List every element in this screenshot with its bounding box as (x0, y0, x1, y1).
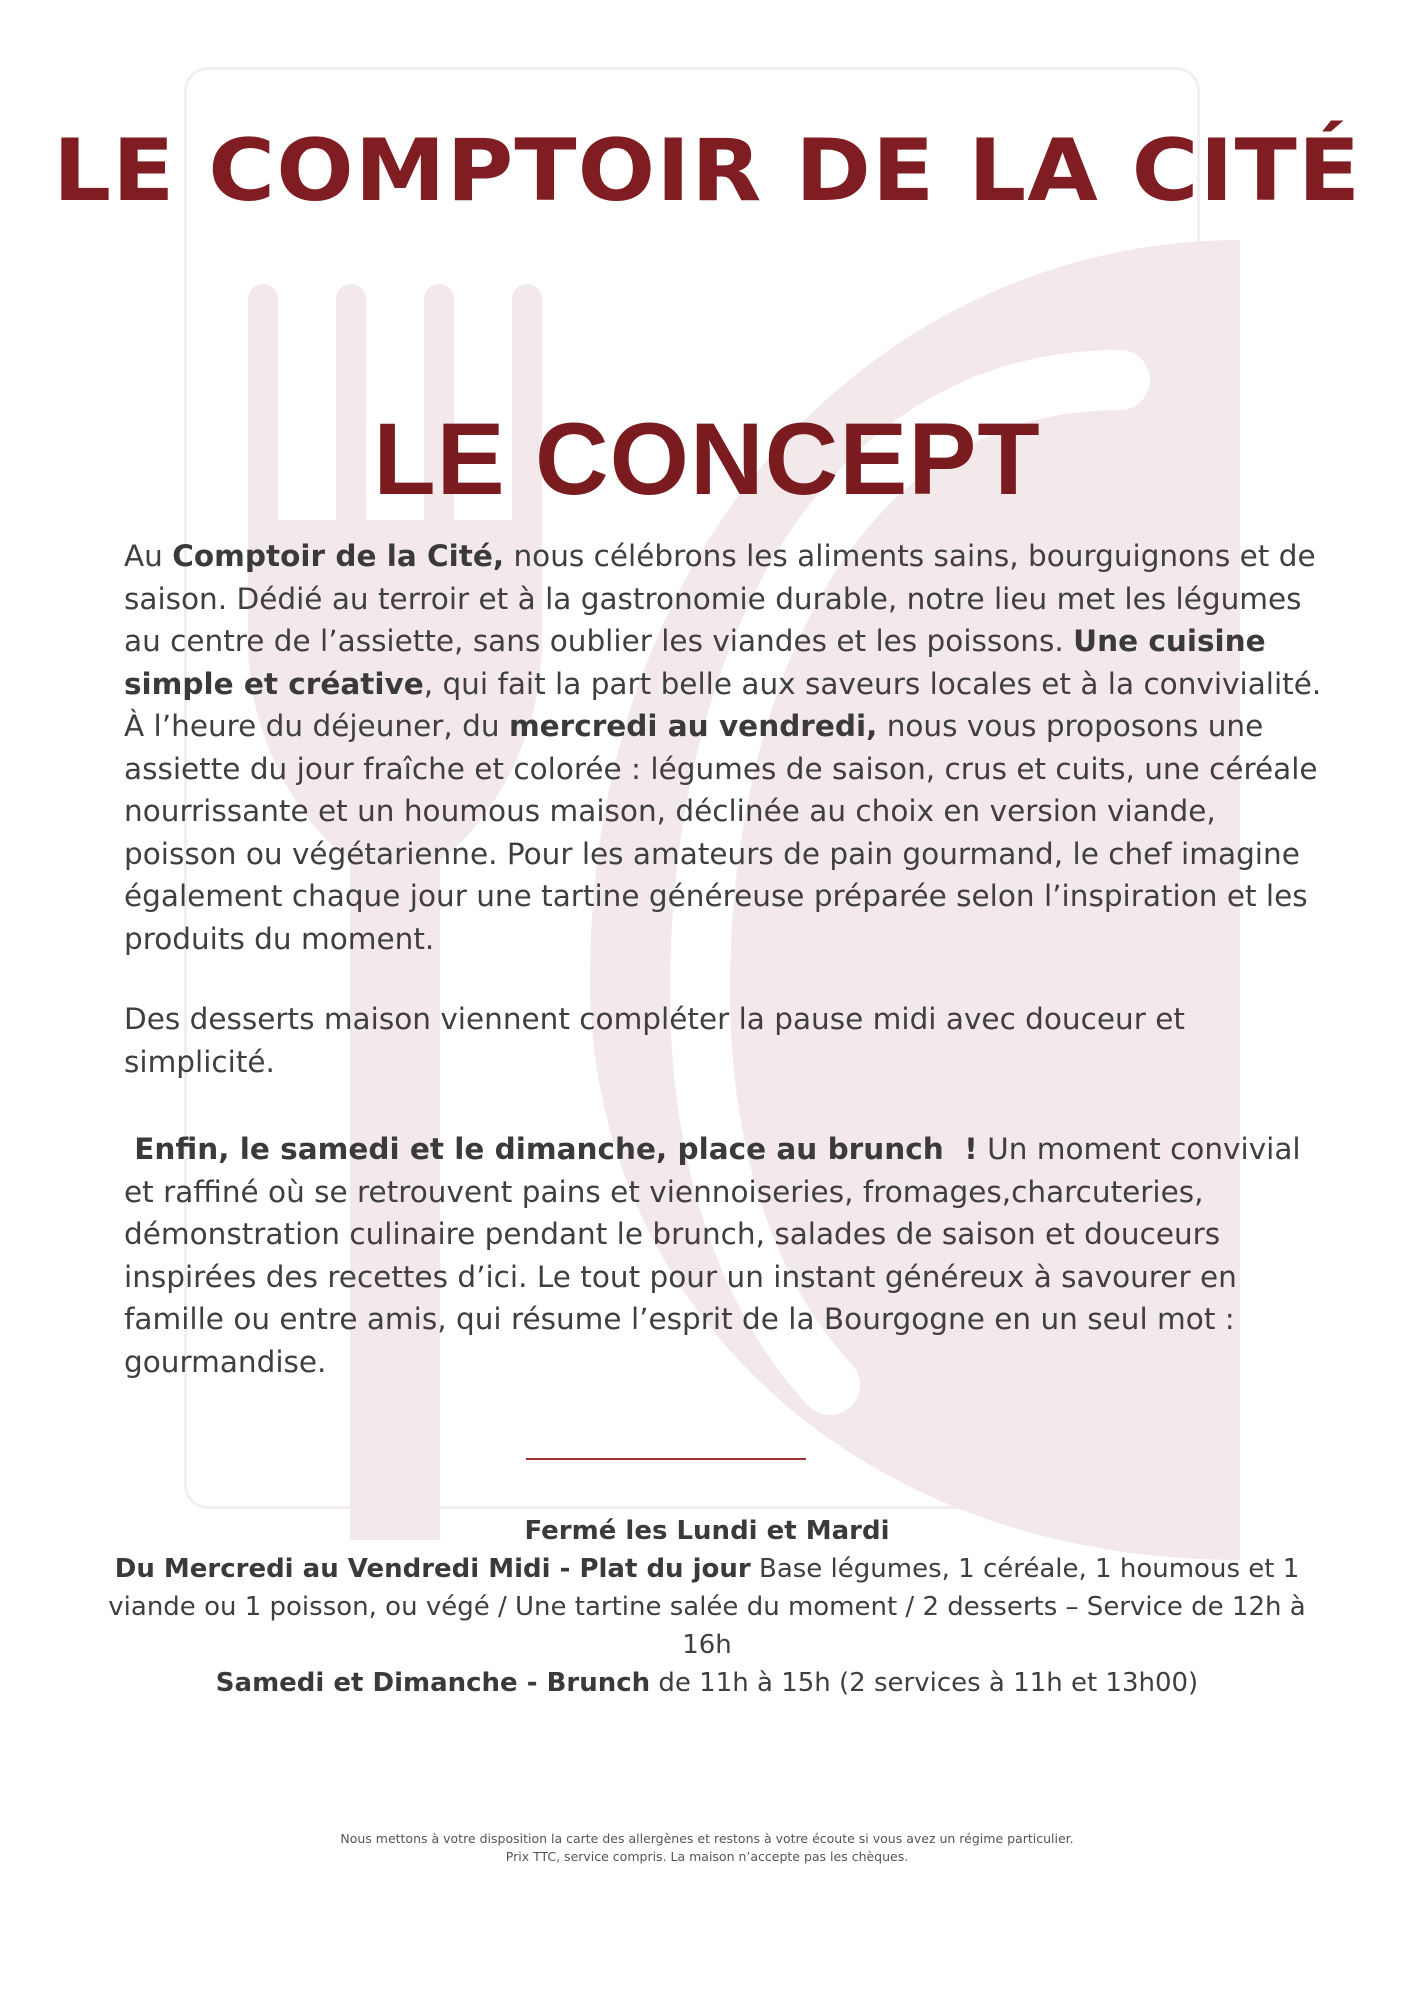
section-divider (526, 1458, 806, 1460)
opening-hours (100, 1512, 1314, 1702)
concept-text (124, 535, 1324, 1383)
brunch-paragraph: Enfin, le samedi et le dimanche, place au brunch ! Un moment convivial et raffiné où se retrouvent pains et viennoiseries, fromages,charcuteries, démonstration culinaire pendant le brunch, salades de saison et douceurs inspirées des recettes d’ici. Le tout pour un instant généreux à savourer en famille ou entre amis, qui résume l’esprit de la Bourgogne en un seul mot : gourmandise. (124, 1132, 1301, 1379)
closed-days: Fermé les Lundi et Mardi (524, 1516, 890, 1546)
page-title: LE CONCEPT (373, 402, 1041, 516)
allergen-note: Nous mettons à votre disposition la carte des allergènes et restons à votre écoute si vous avez un régime particulier. (340, 1831, 1074, 1846)
weekday-service: Du Mercredi au Vendredi Midi - Plat du jour Base légumes, 1 céréale, 1 houmous et 1 viande ou 1 poisson, ou végé / Une tartine salée du moment / 2 desserts – Service de 12h à 16h (108, 1554, 1306, 1660)
payment-note: Prix TTC, service compris. La maison n’accepte pas les chèques. (505, 1849, 909, 1864)
intro-paragraph: Au Comptoir de la Cité, nous célébrons les aliments sains, bourguignons et de saison. Dédié au terroir et à la gastronomie durable, notre lieu met les légumes au centre de l’assiette, sans oublier les viandes et les poissons. Une cuisine simple et créative, qui fait la part belle aux saveurs locales et à la convivialité. À l’heure du déjeuner, du mercredi au vendredi, nous vous proposons une assiette du jour fraîche et colorée : légumes de saison, crus et cuits, une céréale nourrissante et un houmous maison, déclinée au choix en version viande, poisson ou végétarienne. Pour les amateurs de pain gourmand, le chef imagine également chaque jour une tartine généreuse préparée selon l’inspiration et les produits du moment. (124, 539, 1322, 956)
weekend-service: Samedi et Dimanche - Brunch de 11h à 15h (2 services à 11h et 13h00) (215, 1668, 1199, 1698)
footer-notes (100, 1830, 1314, 1866)
desserts-paragraph: Des desserts maison viennent compléter la pause midi avec douceur et simplicité. (124, 1002, 1185, 1079)
restaurant-logo: LE COMPTOIR DE LA CITÉ (52, 121, 1362, 221)
